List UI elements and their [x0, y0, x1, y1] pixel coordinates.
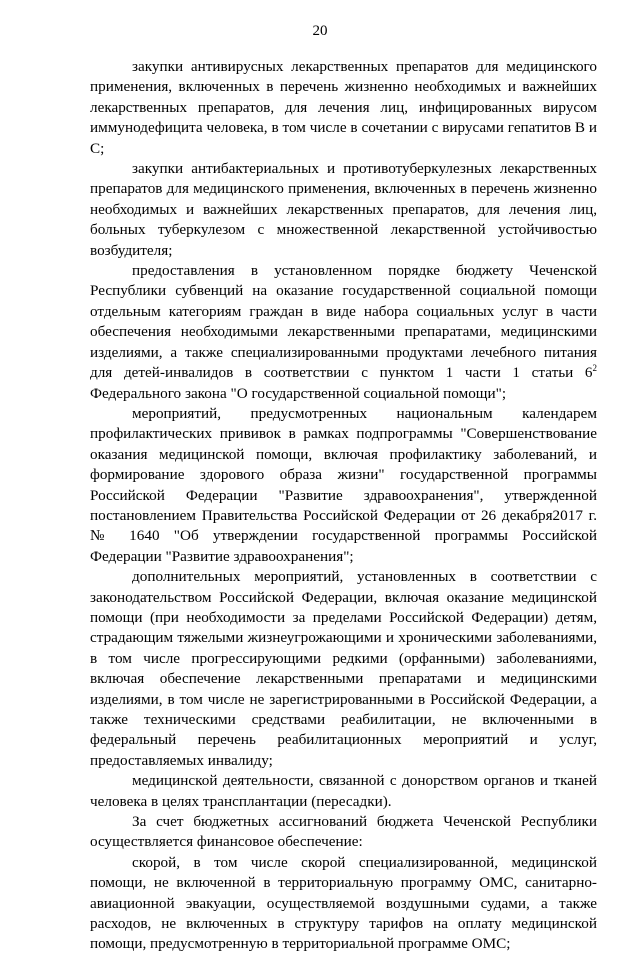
paragraph-antibacterial-procurement: закупки антибактериальных и противотуберкулезных лекарственных препаратов для медицинского применения, включенных в перечень жизненно необходимых и важнейших лекарственных препаратов, для лечения лиц, больных туберкулезом с множественной лекарственной устойчивостью возбудителя; — [90, 160, 597, 259]
paragraph-budget-financing: За счет бюджетных ассигнований бюджета Чеченской Республики осуществляется финансовое обеспечение: — [90, 813, 597, 851]
paragraph-emergency-care: скорой, в том числе скорой специализированной, медицинской помощи, не включенной в территориальную программу ОМС, санитарно-авиационной эвакуации, осуществляемой воздушными судами, а также расходов, не включенных в структуру тарифов на оплату медицинской помощи, предусмотренную в территориальной программе ОМС; — [90, 853, 597, 953]
paragraph-additional-measures: дополнительных мероприятий, установленных в соответствии с законодательством Российской Федерации, включая оказание медицинской помощи (при необходимости за пределами Российской Федерации) детям, страдающим тяжелыми жизнеугрожающими и хроническими заболеваниями, в том числе прогрессирующими редкими (орфанными) заболеваниями, включая обеспечение лекарственными препаратами и медицинскими изделиями, в том числе не зарегистрированными в Российской Федерации, а также техническими средствами реабилитации, не включенными в федеральный перечень реабилитационных мероприятий и услуг, предоставляемых инвалиду; — [90, 568, 597, 769]
page-number: 20 — [312, 23, 328, 39]
paragraph-antiviral-procurement: закупки антивирусных лекарственных препаратов для медицинского применения, включенных в перечень жизненно необходимых и важнейших лекарственных препаратов, для лечения лиц, инфицированных вирусом иммунодефицита человека, в том числе в сочетании с вирусами гепатитов В и С; — [90, 58, 597, 157]
paragraph-subventions-text: предоставления в установленном порядке бюджету Чеченской Республики субвенций на оказание государственной социальной помощи отдельным категориям граждан в виде набора социальных услуг в части обеспечения необходимыми лекарственными препаратами, медицинскими изделиями, а также специализированными продуктами лечебного питания для детей-инвалидов в соответствии с пунктом 1 части 1 статьи 6 — [90, 262, 597, 382]
paragraph-vaccination-calendar: мероприятий, предусмотренных национальным календарем профилактических прививок в рамках подпрограммы "Совершенствование оказания медицинской помощи, включая профилактику заболеваний, и формирование здорового образа жизни" государственной программы Российской Федерации "Развитие здравоохранения", утвержденной постановлением Правительства Российской Федерации от 26 декабря2017 г. № 1640 "Об утверждении государственной программы Российской Федерации "Развитие здравоохранения"; — [90, 404, 597, 565]
paragraph-organ-donation: медицинской деятельности, связанной с донорством органов и тканей человека в целях трансплантации (пересадки). — [90, 772, 597, 810]
paragraph-subventions-text-end: Федерального закона "О государственной социальной помощи"; — [90, 384, 507, 402]
paragraph-subventions — [90, 261, 597, 404]
article-superscript: 2 — [592, 363, 597, 374]
document-body — [90, 57, 597, 955]
